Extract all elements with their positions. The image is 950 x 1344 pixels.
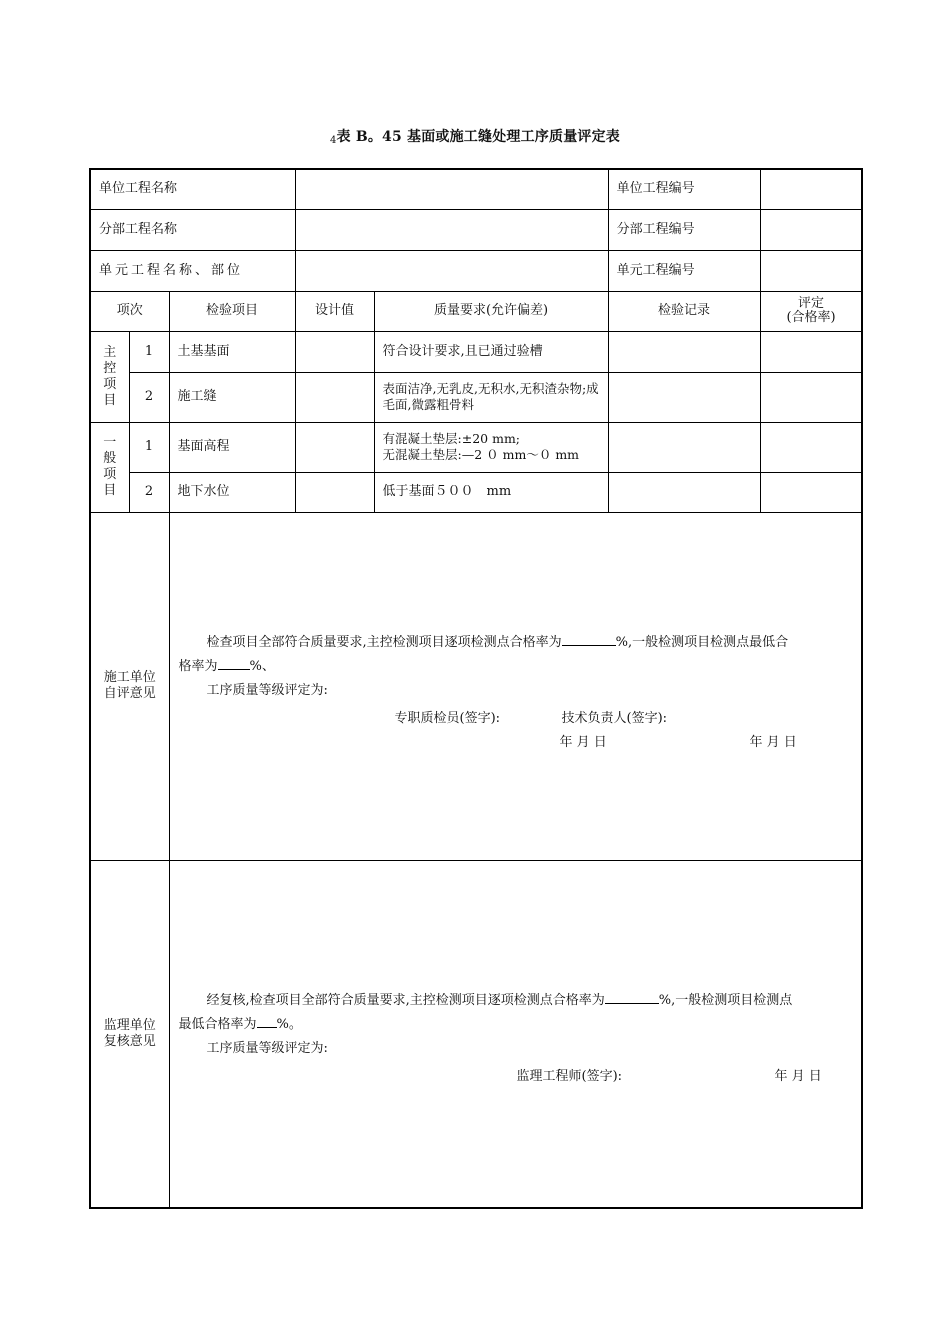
- title-text: 表 B。45 基面或施工缝处理工序质量评定表: [336, 129, 621, 145]
- self-eval-text-c: 格率为: [178, 658, 218, 674]
- self-evaluation-label: [90, 512, 169, 860]
- division-project-code-field[interactable]: [760, 209, 862, 250]
- header-row-division: [90, 209, 862, 250]
- self-eval-text-a: 检查项目全部符合质量要求,主控检测项目逐项检测点合格率为: [206, 634, 562, 650]
- row-item: 施工缝: [169, 372, 295, 422]
- row-no: 2: [129, 472, 169, 512]
- supervision-general-rate-blank[interactable]: [257, 1013, 277, 1028]
- unit-project-code-field[interactable]: [760, 169, 862, 209]
- row-requirement-line2: 无混凝土垫层:—2 ０ mm～０ mm: [382, 447, 580, 462]
- title-mark: 4: [329, 135, 337, 146]
- element-project-name-text: 单元工程名称、部位: [99, 263, 244, 278]
- division-project-name-field[interactable]: [295, 209, 608, 250]
- table-row: [90, 331, 862, 372]
- row-record[interactable]: [608, 331, 760, 372]
- group-general: [90, 422, 129, 512]
- element-project-code-field[interactable]: [760, 250, 862, 291]
- row-record[interactable]: [608, 472, 760, 512]
- self-general-rate-blank[interactable]: [218, 655, 250, 670]
- inspector-signature: 专职质检员(签字):: [394, 710, 501, 726]
- row-requirement-line1: 有混凝土垫层:±20 mm;: [382, 431, 521, 446]
- table-row: [90, 472, 862, 512]
- row-rating[interactable]: [760, 472, 862, 512]
- group-main-control: [90, 331, 129, 422]
- supervision-label-line1: 监理单位: [103, 1017, 156, 1033]
- row-requirement: 低于基面５００ mm: [374, 472, 608, 512]
- col-record: 检验记录: [608, 291, 760, 331]
- tech-lead-signature: 技术负责人(签字):: [561, 710, 668, 726]
- col-requirement: 质量要求(允许偏差): [374, 291, 608, 331]
- inspector-date: 年 月 日: [559, 734, 607, 750]
- column-header-row: [90, 291, 862, 331]
- row-item: 土基基面: [169, 331, 295, 372]
- self-evaluation-content[interactable]: [169, 512, 862, 860]
- page-title: [0, 126, 950, 146]
- group-general-char: 一: [103, 435, 117, 450]
- engineer-date: 年 月 日: [774, 1068, 822, 1084]
- supervision-text-a: 经复核,检查项目全部符合质量要求,主控检测项目逐项检测点合格率为: [206, 992, 605, 1008]
- group-general-char: 项: [103, 467, 117, 482]
- group-main-char: 项: [103, 376, 117, 392]
- row-design-value[interactable]: [295, 331, 374, 372]
- self-evaluation-label-line1: 施工单位: [103, 670, 156, 685]
- header-row-element: [90, 250, 862, 291]
- col-item-no: 项次: [90, 291, 169, 331]
- header-row-unit: [90, 169, 862, 209]
- supervision-row: [90, 860, 862, 1208]
- row-item: 基面高程: [169, 422, 295, 472]
- self-evaluation-label-line2: 自评意见: [103, 686, 156, 701]
- supervision-text-d: %。: [276, 1016, 302, 1032]
- row-design-value[interactable]: [295, 472, 374, 512]
- row-rating[interactable]: [760, 331, 862, 372]
- element-project-code-label: 单元工程编号: [608, 250, 760, 291]
- tech-lead-date: 年 月 日: [749, 734, 797, 750]
- row-no: 1: [129, 331, 169, 372]
- row-no: 1: [129, 422, 169, 472]
- unit-project-name-field[interactable]: [295, 169, 608, 209]
- row-rating[interactable]: [760, 372, 862, 422]
- supervision-content[interactable]: [169, 860, 862, 1208]
- row-record[interactable]: [608, 372, 760, 422]
- col-item: 检验项目: [169, 291, 295, 331]
- group-main-char: 控: [103, 360, 117, 376]
- row-requirement: 表面洁净,无乳皮,无积水,无积渣杂物;成毛面,微露粗骨料: [374, 372, 608, 422]
- element-project-name-field[interactable]: [295, 250, 608, 291]
- row-requirement: 符合设计要求,且已通过验槽: [374, 331, 608, 372]
- col-rating: [760, 291, 862, 331]
- group-general-char: 般: [103, 451, 117, 466]
- table-row: [90, 422, 862, 472]
- engineer-signature: 监理工程师(签字):: [516, 1068, 623, 1084]
- unit-project-code-label: 单位工程编号: [608, 169, 760, 209]
- row-rating[interactable]: [760, 422, 862, 472]
- unit-project-name-label: 单位工程名称: [90, 169, 295, 209]
- supervision-text-c: 最低合格率为: [178, 1016, 257, 1032]
- table-row: [90, 372, 862, 422]
- supervision-label-line2: 复核意见: [103, 1033, 156, 1049]
- col-rating-line1: 评定: [798, 296, 825, 311]
- self-eval-grade: 工序质量等级评定为:: [206, 682, 328, 698]
- division-project-code-label: 分部工程编号: [608, 209, 760, 250]
- self-main-rate-blank[interactable]: [562, 631, 616, 646]
- group-main-char: 目: [103, 392, 117, 408]
- supervision-text-b: %,一般检测项目检测点: [658, 992, 793, 1008]
- row-design-value[interactable]: [295, 372, 374, 422]
- group-general-char: 目: [103, 483, 117, 498]
- quality-assessment-form: [89, 168, 863, 1209]
- row-record[interactable]: [608, 422, 760, 472]
- row-design-value[interactable]: [295, 422, 374, 472]
- row-no: 2: [129, 372, 169, 422]
- element-project-name-label: [90, 250, 295, 291]
- row-requirement: [374, 422, 608, 472]
- group-main-char: 主: [103, 344, 117, 360]
- division-project-name-label: 分部工程名称: [90, 209, 295, 250]
- supervision-grade: 工序质量等级评定为:: [206, 1040, 328, 1056]
- supervision-label: [90, 860, 169, 1208]
- self-eval-text-d: %、: [249, 658, 275, 674]
- col-rating-line2: (合格率): [786, 310, 836, 325]
- self-evaluation-row: [90, 512, 862, 860]
- col-design-value: 设计值: [295, 291, 374, 331]
- supervision-main-rate-blank[interactable]: [605, 989, 659, 1004]
- self-eval-text-b: %,一般检测项目检测点最低合: [615, 634, 789, 650]
- row-item: 地下水位: [169, 472, 295, 512]
